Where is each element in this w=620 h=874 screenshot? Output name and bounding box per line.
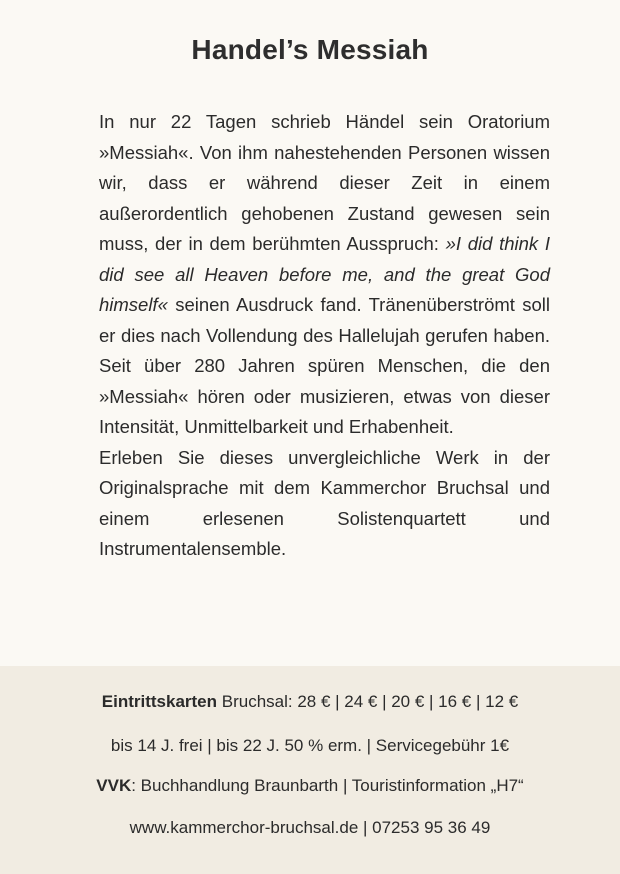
contact-line: www.kammerchor-bruchsal.de | 07253 95 36 49 xyxy=(129,818,491,837)
paragraph-invitation: Erleben Sie dieses unvergleichliche Werk in der Originalsprache mit dem Kammerchor Bruchsal und einem erlesenen Solistenquartett und Instrumentalensemble. xyxy=(99,446,550,559)
tickets-label: Eintrittskarten xyxy=(101,692,218,711)
ticket-info-box xyxy=(0,666,620,874)
description-text xyxy=(99,107,550,565)
presale-line xyxy=(0,776,620,796)
handel-quote: »I did think I did see all Heaven before me, and the great God himself« xyxy=(99,233,550,315)
paragraph-intro xyxy=(99,107,550,443)
vvk-label: VVK xyxy=(96,776,132,795)
paragraph-intro-part1: In nur 22 Tagen schrieb Händel sein Oratorium »Messiah«. Von ihm nahestehenden Personen wissen wir, dass er während dieser Zeit in einem außerordentlich gehobenen Zustand gewesen sein muss, der in dem berühmten Ausspruch: xyxy=(99,111,550,254)
ticket-prices-line xyxy=(0,692,620,712)
page-title: Handel’s Messiah xyxy=(191,34,429,65)
vvk-text: : Buchhandlung Braunbarth | Touristinformation „H7“ xyxy=(131,776,524,795)
tickets-prices: Bruchsal: 28 € | 24 € | 20 € | 16 € | 12 € xyxy=(217,692,519,711)
discounts-line: bis 14 J. frei | bis 22 J. 50 % erm. | Servicegebühr 1€ xyxy=(110,736,510,755)
paragraph-intro-part2: seinen Ausdruck fand. Tränenüberströmt soll er dies nach Vollendung des Hallelujah gerufen haben. Seit über 280 Jahren spüren Menschen, die den »Messiah« hören oder musizieren, etwas von dieser Intensität, Unmittelbarkeit und Erhabenheit. xyxy=(99,294,550,437)
